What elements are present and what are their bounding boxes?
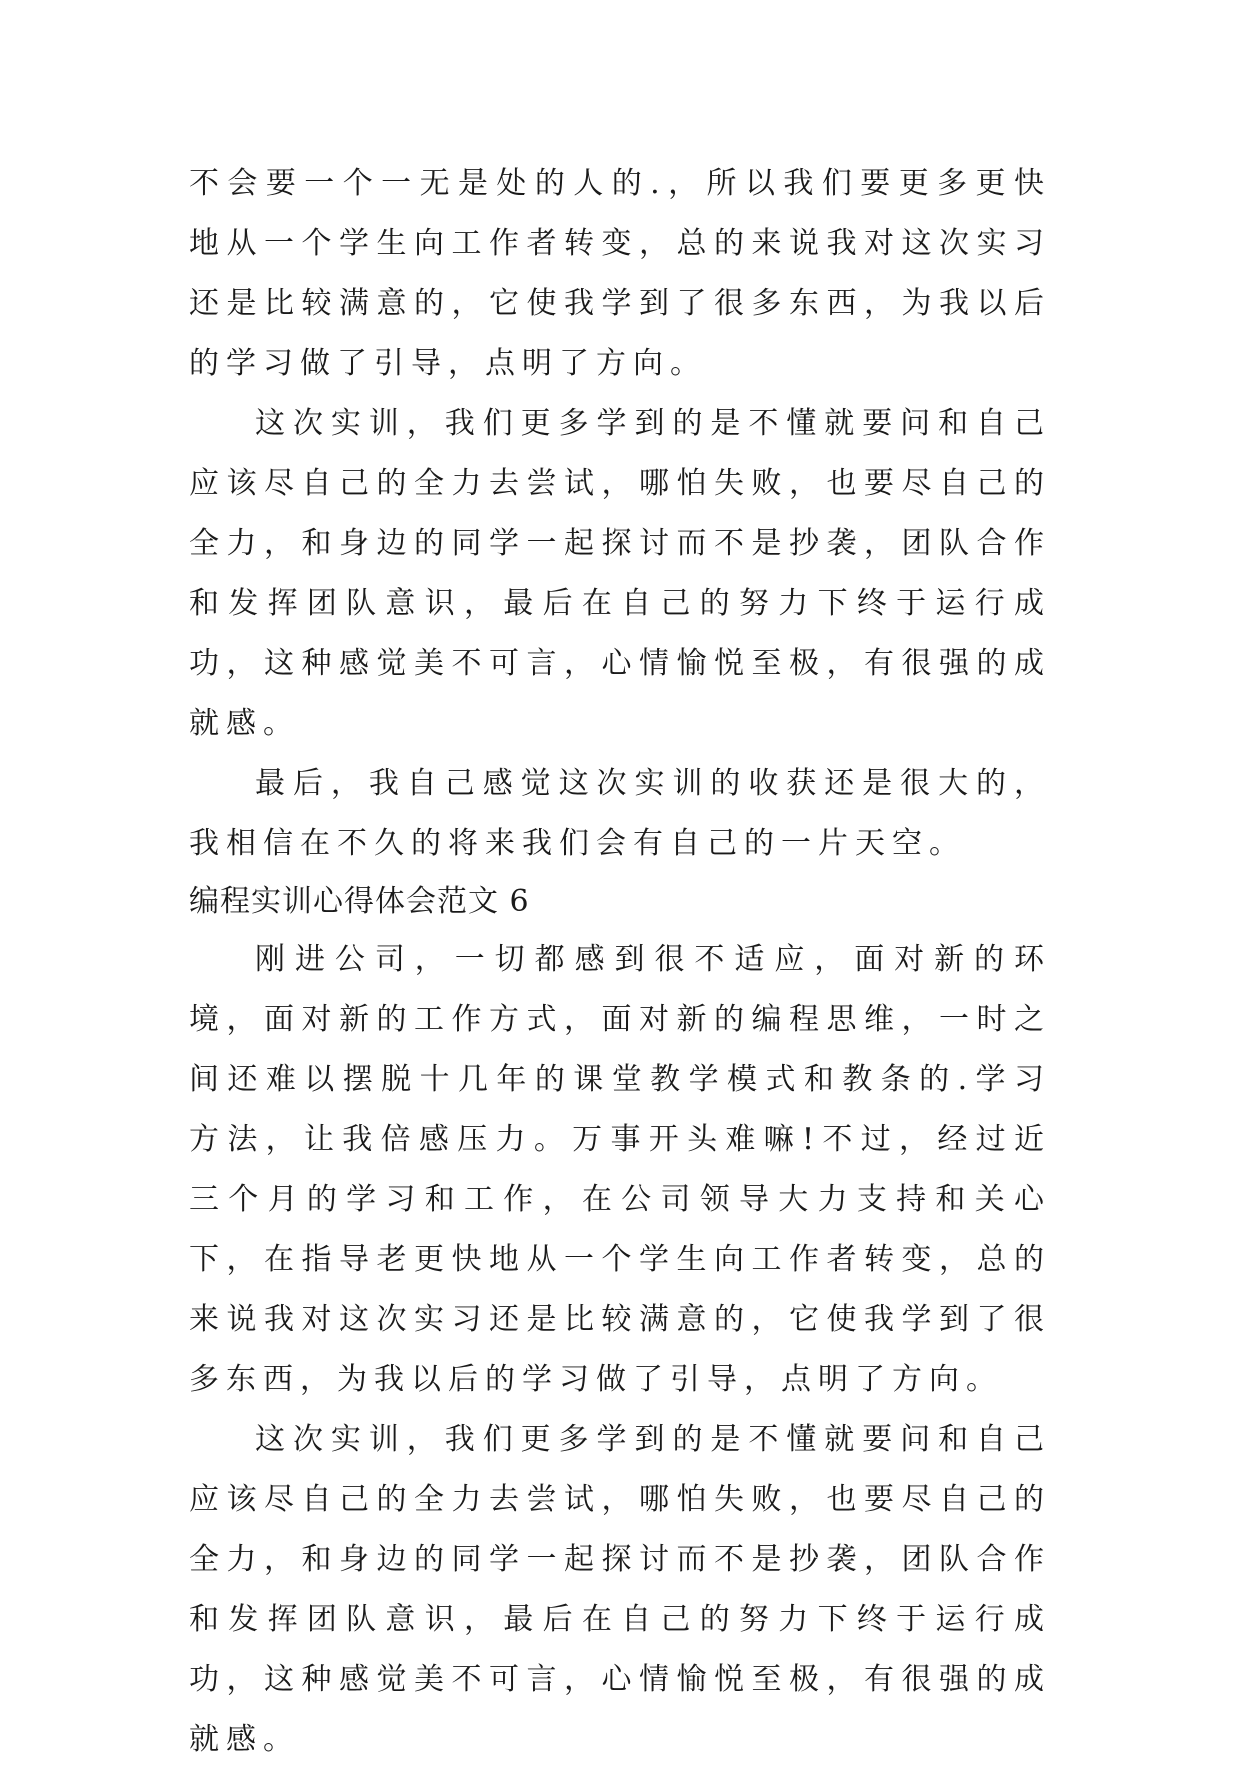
- paragraph-continued: 不会要一个一无是处的人的.，所以我们要更多更快地从一个学生向工作者转变，总的来说我对这次实习还是比较满意的，它使我学到了很多东西，为我以后的学习做了引导，点明了方向。: [189, 166, 1051, 381]
- paragraph-company-start: 刚进公司，一切都感到很不适应，面对新的环境，面对新的工作方式，面对新的编程思维，一时之间还难以摆脱十几年的课堂教学模式和教条的.学习方法，让我倍感压力。万事开头难嘛!不过，经过近三个月的学习和工作，在公司领导大力支持和关心下，在指导老更快地从一个学生向工作者转变，总的来说我对这次实习还是比较满意的，它使我学到了很多东西，为我以后的学习做了引导，点明了方向。: [189, 942, 1051, 1397]
- paragraph-training-summary-repeat: 这次实训，我们更多学到的是不懂就要问和自己应该尽自己的全力去尝试，哪怕失败，也要尽自己的全力，和身边的同学一起探讨而不是抄袭，团队合作和发挥团队意识，最后在自己的努力下终于运行成功，这种感觉美不可言，心情愉悦至极，有很强的成就感。: [189, 1422, 1051, 1757]
- paragraph-conclusion: 最后，我自己感觉这次实训的收获还是很大的，我相信在不久的将来我们会有自己的一片天空。: [189, 766, 1051, 861]
- section-heading: 编程实训心得体会范文 6: [189, 884, 530, 919]
- paragraph-training-summary: 这次实训，我们更多学到的是不懂就要问和自己应该尽自己的全力去尝试，哪怕失败，也要尽自己的全力，和身边的同学一起探讨而不是抄袭，团队合作和发挥团队意识，最后在自己的努力下终于运行成功，这种感觉美不可言，心情愉悦至极，有很强的成就感。: [189, 406, 1051, 741]
- document-body: [189, 154, 1051, 1770]
